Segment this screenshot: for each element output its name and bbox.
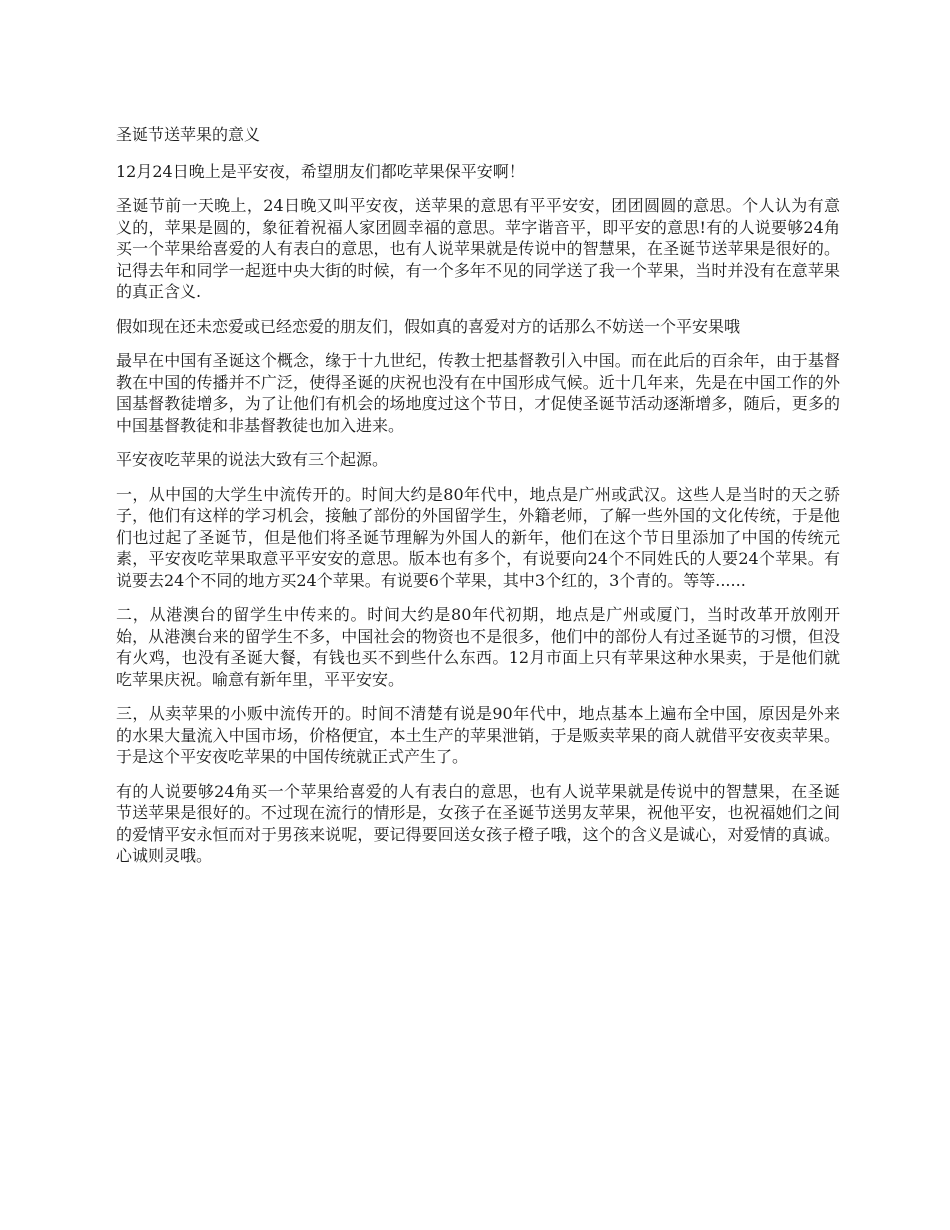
- paragraph-5: 平安夜吃苹果的说法大致有三个起源。: [116, 450, 389, 469]
- paragraph-7: 二，从港澳台的留学生中传来的。时间大约是80年代初期，地点是广州或厦门，当时改革开放刚开始，从港澳台来的留学生不多，中国社会的物资也不是很多，他们中的部份人有过圣诞节的习惯，但没有火鸡，也没有圣诞大餐，有钱也买不到些什么东西。12月市面上只有苹果这种水果卖，于是他们就吃苹果庆祝。喻意有新年里，平平安安。: [116, 605, 840, 689]
- paragraph-4: 最早在中国有圣诞这个概念，缘于十九世纪，传教士把基督教引入中国。而在此后的百余年，由于基督教在中国的传播并不广泛，使得圣诞的庆祝也没有在中国形成气候。近十几年来，先是在中国工作的外国基督教徒增多，为了让他们有机会的场地度过这个节日，才促使圣诞节活动逐渐增多，随后，更多的中国基督教徒和非基督教徒也加入进来。: [116, 351, 840, 435]
- paragraph-6: 一，从中国的大学生中流传开的。时间大约是80年代中，地点是广州或武汉。这些人是当时的天之骄子，他们有这样的学习机会，接触了部份的外国留学生，外籍老师，了解一些外国的文化传统，于是他们也过起了圣诞节，但是他们将圣诞节理解为外国人的新年，他们在这个节日里添加了中国的传统元素，平安夜吃苹果取意平平安安的意思。版本也有多个，有说要向24个不同姓氏的人要24个苹果。有说要去24个不同的地方买24个苹果。有说要6个苹果，其中3个红的，3个青的。等等......: [116, 484, 840, 590]
- paragraph-2: 圣诞节前一天晚上，24日晚又叫平安夜，送苹果的意思有平平安安，团团圆圆的意思。个人认为有意义的，苹果是圆的，象征着祝福人家团圆幸福的意思。苹字谐音平，即平安的意思!有的人说要够24角买一个苹果给喜爱的人有表白的意思，也有人说苹果就是传说中的智慧果，在圣诞节送苹果是很好的。记得去年和同学一起逛中央大街的时候，有一个多年不见的同学送了我一个苹果，当时并没有在意苹果的真正含义.: [116, 196, 840, 301]
- document-page: [116, 124, 840, 880]
- paragraph-9: 有的人说要够24角买一个苹果给喜爱的人有表白的意思，也有人说苹果就是传说中的智慧果，在圣诞节送苹果是很好的。不过现在流行的情形是，女孩子在圣诞节送男友苹果，祝他平安，也祝福她们之间的爱情平安永恒而对于男孩来说呢，要记得要回送女孩子橙子哦，这个的含义是诚心，对爱情的真诚。心诚则灵哦。: [116, 781, 840, 865]
- paragraph-3: 假如现在还未恋爱或已经恋爱的朋友们，假如真的喜爱对方的话那么不妨送一个平安果哦: [116, 316, 741, 336]
- paragraph-1: 12月24日晚上是平安夜，希望朋友们都吃苹果保平安啊！: [116, 161, 525, 181]
- paragraph-8: 三，从卖苹果的小贩中流传开的。时间不清楚有说是90年代中，地点基本上遍布全中国，原因是外来的水果大量流入中国市场，价格便宜，本土生产的苹果泄销，于是贩卖苹果的商人就借平安夜卖苹果。于是这个平安夜吃苹果的中国传统就正式产生了。: [116, 704, 840, 766]
- document-title: 圣诞节送苹果的意义: [116, 125, 261, 144]
